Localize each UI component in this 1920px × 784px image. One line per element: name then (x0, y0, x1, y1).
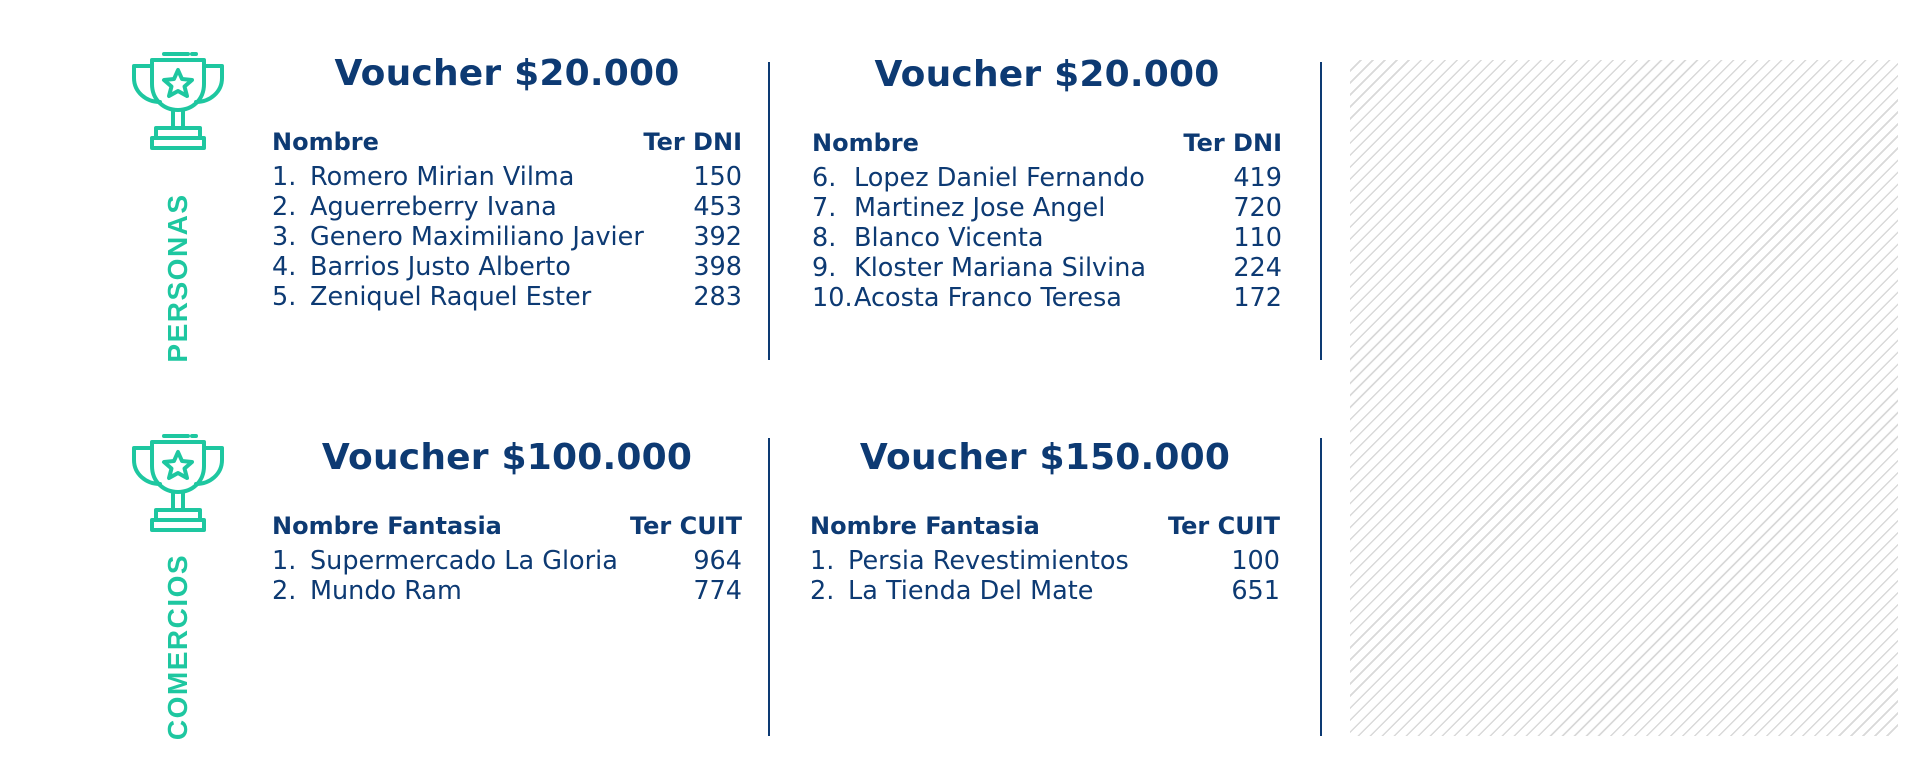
table-row (272, 192, 742, 222)
section-label-personas: PERSONAS (162, 193, 193, 363)
voucher-table-personas-1 (272, 53, 742, 312)
section-label-comercios: COMERCIOS (162, 553, 193, 741)
row-name: Lopez Daniel Fernando (854, 163, 1145, 193)
table-row (272, 222, 742, 252)
table-row (272, 546, 742, 576)
row-value: 172 (1233, 283, 1282, 313)
row-number: 1. (272, 546, 297, 576)
table-row (812, 283, 1282, 313)
row-name: Kloster Mariana Silvina (854, 253, 1147, 283)
voucher-title: Voucher $20.000 (334, 53, 680, 94)
voucher-table-comercios-1 (272, 437, 742, 606)
row-number: 3. (272, 222, 297, 252)
row-name: Mundo Ram (310, 576, 462, 606)
voucher-table-comercios-2 (810, 437, 1280, 606)
column-divider (1320, 438, 1322, 736)
column-header-name: Nombre (812, 129, 919, 157)
row-number: 10. (812, 283, 853, 313)
row-name: Acosta Franco Teresa (854, 283, 1122, 313)
row-number: 1. (272, 162, 297, 192)
row-name: Genero Maximiliano Javier (310, 222, 644, 252)
row-value: 150 (693, 162, 742, 192)
table-row (272, 252, 742, 282)
row-value: 651 (1231, 576, 1280, 606)
voucher-table-personas-2 (812, 54, 1282, 313)
row-name: Barrios Justo Alberto (310, 252, 571, 282)
row-name: Supermercado La Gloria (310, 546, 618, 576)
table-header (812, 129, 1282, 157)
row-value: 453 (693, 192, 742, 222)
table-row (810, 546, 1280, 576)
table-row (272, 576, 742, 606)
column-header-value: Ter DNI (1183, 129, 1282, 157)
row-number: 7. (812, 193, 837, 223)
row-number: 9. (812, 253, 837, 283)
row-value: 720 (1233, 193, 1282, 223)
voucher-title: Voucher $100.000 (321, 437, 693, 478)
table-row (812, 223, 1282, 253)
table-row (812, 163, 1282, 193)
row-number: 5. (272, 282, 297, 312)
row-name: La Tienda Del Mate (848, 576, 1094, 606)
table-row (810, 576, 1280, 606)
row-name: Romero Mirian Vilma (310, 162, 575, 192)
row-name: Aguerreberry Ivana (310, 192, 557, 222)
table-row (272, 162, 742, 192)
table-header (272, 512, 742, 540)
row-value: 224 (1233, 253, 1282, 283)
row-value: 398 (693, 252, 742, 282)
table-header (810, 512, 1280, 540)
table-row (272, 282, 742, 312)
row-number: 4. (272, 252, 297, 282)
row-name: Zeniquel Raquel Ester (310, 282, 592, 312)
row-value: 774 (693, 576, 742, 606)
row-number: 8. (812, 223, 837, 253)
row-number: 2. (272, 576, 297, 606)
column-header-value: Ter CUIT (629, 512, 742, 540)
table-row (812, 193, 1282, 223)
table-header (272, 128, 742, 156)
column-header-name: Nombre Fantasia (810, 512, 1040, 540)
hatched-placeholder-panel (1350, 60, 1898, 736)
table-row (812, 253, 1282, 283)
column-header-name: Nombre Fantasia (272, 512, 502, 540)
trophy-icon (126, 430, 230, 534)
row-value: 392 (693, 222, 742, 252)
column-divider (768, 438, 770, 736)
row-name: Blanco Vicenta (854, 223, 1044, 253)
row-value: 110 (1233, 223, 1282, 253)
row-value: 283 (693, 282, 742, 312)
row-value: 419 (1233, 163, 1282, 193)
column-header-value: Ter CUIT (1167, 512, 1280, 540)
row-number: 1. (810, 546, 835, 576)
column-header-name: Nombre (272, 128, 379, 156)
row-number: 2. (810, 576, 835, 606)
row-name: Martinez Jose Angel (854, 193, 1106, 223)
column-divider (1320, 62, 1322, 360)
voucher-title: Voucher $20.000 (874, 54, 1220, 95)
column-header-value: Ter DNI (643, 128, 742, 156)
row-number: 6. (812, 163, 837, 193)
row-number: 2. (272, 192, 297, 222)
row-value: 100 (1231, 546, 1280, 576)
trophy-icon (126, 48, 230, 152)
row-name: Persia Revestimientos (848, 546, 1129, 576)
row-value: 964 (693, 546, 742, 576)
voucher-title: Voucher $150.000 (859, 437, 1231, 478)
column-divider (768, 62, 770, 360)
